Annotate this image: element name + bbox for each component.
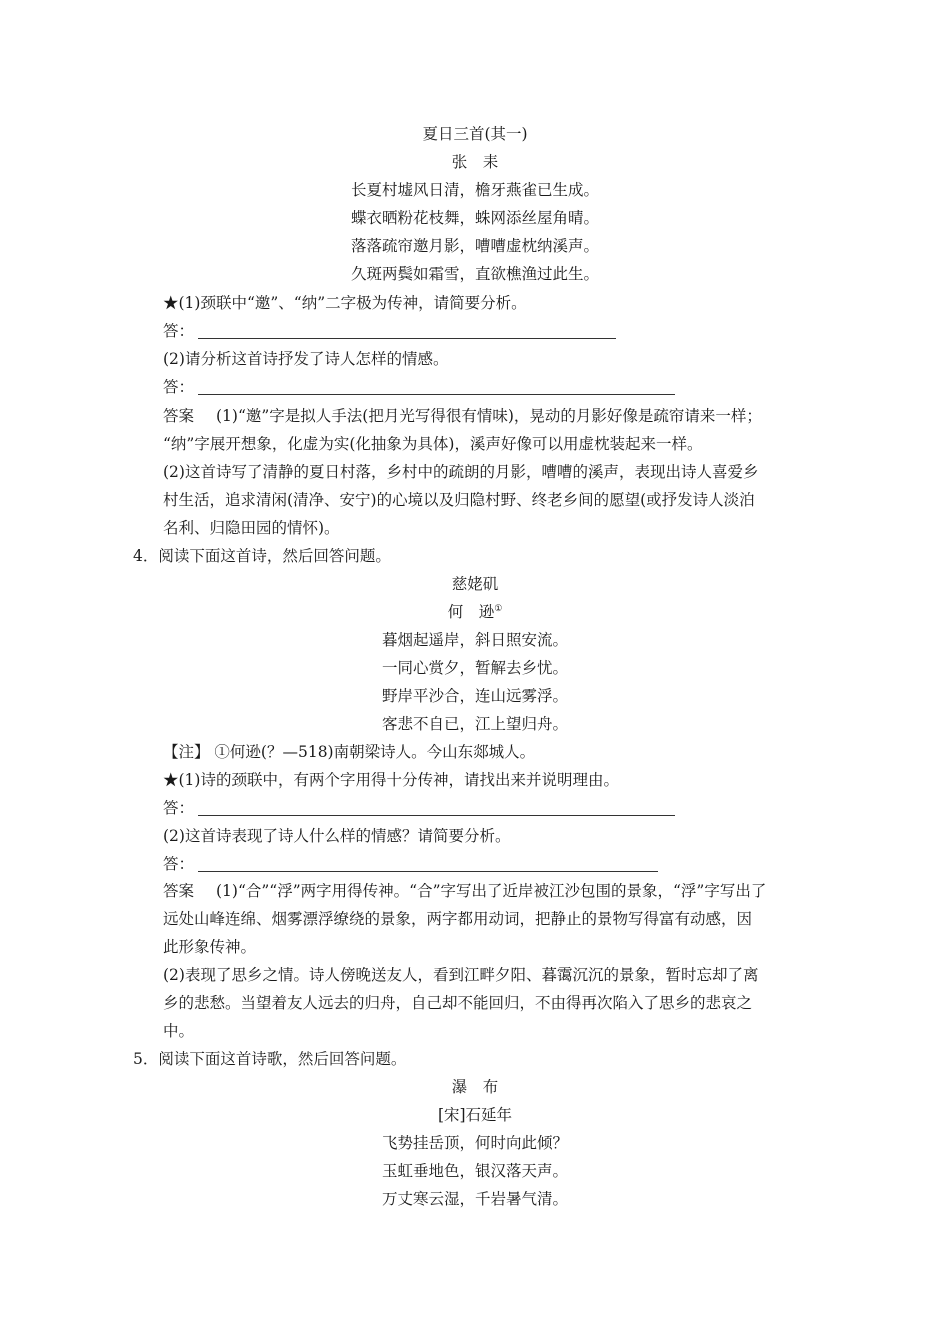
answer-text: (2)表现了思乡之情。诗人傍晚送友人，看到江畔夕阳、暮霭沉沉的景象，暂时忘却了离: [163, 966, 759, 984]
answer-text: 远处山峰连绵、烟雾漂浮缭绕的景象，两字都用动词，把静止的景物写得富有动感，因: [163, 910, 753, 928]
poem-author: [宋]石延年: [437, 1106, 513, 1124]
footnote-mark: ①: [494, 604, 503, 614]
poem-line: 落落疏帘邀月影，嘈嘈虚枕纳溪声。: [350, 237, 599, 255]
poem-author: [0, 602, 950, 622]
answer-text: 中。: [163, 1022, 195, 1040]
poem-line: 客悲不自已，江上望归舟。: [381, 715, 568, 733]
poem-line: 万丈寒云湿，千岩暑气清。: [381, 1190, 568, 1208]
answer-blank-line[interactable]: [198, 338, 616, 339]
answer-blank-line[interactable]: [198, 394, 675, 395]
footnote: 【注】 ①何逊(？—518)南朝梁诗人。今山东郯城人。: [163, 743, 536, 761]
poem-line: 飞势挂岳顶，何时向此倾？: [381, 1134, 568, 1152]
answer-text: 乡的悲愁。当望着友人远去的归舟，自己却不能回归，不由得再次陷入了思乡的悲哀之: [163, 994, 753, 1012]
answer-prefix: 答：: [163, 855, 195, 873]
poem-title: 夏日三首(其一): [422, 125, 528, 143]
answer-prefix: 答：: [163, 799, 195, 817]
answer-blank-line[interactable]: [198, 871, 658, 872]
answer-blank-line[interactable]: [198, 815, 675, 816]
answer-prefix: 答：: [163, 322, 195, 340]
answer-text: 此形象传神。: [163, 938, 257, 956]
question-text: ★(1)颈联中“邀”、“纳”二字极为传神，请简要分析。: [163, 294, 527, 312]
answer-text: (2)这首诗写了清静的夏日村落，乡村中的疏朗的月影，嘈嘈的溪声，表现出诗人喜爱乡: [163, 463, 759, 481]
poem-title: 瀑 布: [451, 1078, 499, 1096]
question-text: (2)请分析这首诗抒发了诗人怎样的情感。: [163, 350, 449, 368]
answer-label: 答案: [163, 882, 195, 900]
question-heading: 4．阅读下面这首诗，然后回答问题。: [133, 547, 391, 565]
answer-text: “纳”字展开想象，化虚为实(化抽象为具体)，溪声好像可以用虚枕装起来一样。: [163, 435, 703, 453]
poem-line: 蝶衣晒粉花枝舞，蛛网添丝屋角晴。: [350, 209, 599, 227]
question-text: (2)这首诗表现了诗人什么样的情感？请简要分析。: [163, 827, 511, 845]
answer-text: 村生活，追求清闲(清净、安宁)的心境以及归隐村野、终老乡间的愿望(或抒发诗人淡泊: [163, 491, 755, 509]
poem-line: 玉虹垂地色，银汉落天声。: [381, 1162, 568, 1180]
answer-text: (1)“邀”字是拟人手法(把月光写得很有情味)，晃动的月影好像是疏帘请来一样；: [216, 407, 762, 425]
question-heading: 5．阅读下面这首诗歌，然后回答问题。: [133, 1050, 407, 1068]
answer-prefix: 答：: [163, 378, 195, 396]
poem-line: 一同心赏夕，暂解去乡忧。: [381, 659, 568, 677]
poem-line: 野岸平沙合，连山远雾浮。: [381, 687, 568, 705]
poem-line: 长夏村墟风日清，檐牙燕雀已生成。: [350, 181, 599, 199]
question-text: ★(1)诗的颈联中，有两个字用得十分传神，请找出来并说明理由。: [163, 771, 619, 789]
poem-title: 慈姥矶: [451, 575, 499, 593]
poem-line: 久斑两鬓如霜雪，直欲樵渔过此生。: [350, 265, 599, 283]
author-name: 何 逊: [447, 603, 495, 621]
answer-text: 名利、归隐田园的情怀)。: [163, 519, 340, 537]
answer-label: 答案: [163, 407, 195, 425]
poem-line: 暮烟起遥岸，斜日照安流。: [381, 631, 568, 649]
poem-author: 张 耒: [451, 153, 499, 171]
answer-text: (1)“合”“浮”两字用得传神。“合”字写出了近岸被江沙包围的景象，“浮”字写出了: [216, 882, 767, 900]
